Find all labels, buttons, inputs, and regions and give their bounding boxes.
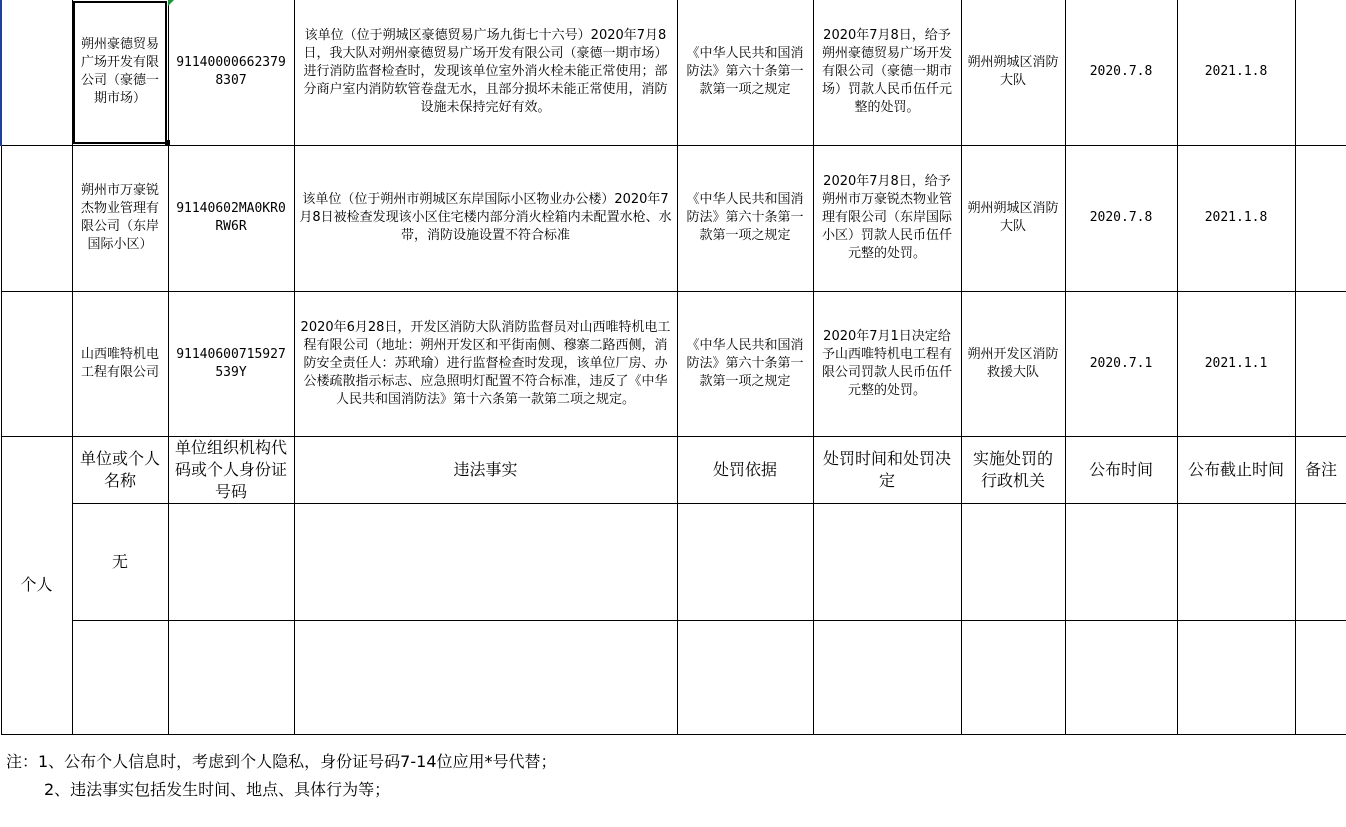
empty-cell[interactable]: [1177, 503, 1295, 620]
empty-cell[interactable]: [1295, 620, 1346, 734]
authority-cell[interactable]: 朔州朔城区消防大队: [961, 145, 1065, 291]
table-row: [1, 0, 1346, 145]
spacer-cell: [168, 734, 294, 735]
header-facts[interactable]: 违法事实: [294, 436, 677, 503]
empty-cell[interactable]: [294, 503, 677, 620]
empty-cell[interactable]: [813, 620, 961, 734]
unit-name-cell[interactable]: 朔州市万豪锐杰物业管理有限公司（东岸国际小区）: [72, 145, 168, 291]
deadline-date-cell[interactable]: 2021.1.8: [1177, 145, 1295, 291]
spacer-cell: [72, 734, 168, 735]
empty-cell[interactable]: [168, 503, 294, 620]
deadline-date-cell[interactable]: 2021.1.1: [1177, 291, 1295, 436]
penalty-decision-cell[interactable]: 2020年7月1日决定给予山西唯特机电工程有限公司罚款人民币伍仟元整的处罚。: [813, 291, 961, 436]
spacer-cell: [1065, 734, 1177, 735]
fill-handle[interactable]: [165, 140, 170, 145]
org-code-cell[interactable]: 911400006623798307: [168, 0, 294, 145]
publish-date-cell[interactable]: 2020.7.8: [1065, 145, 1177, 291]
deadline-date-cell[interactable]: 2021.1.8: [1177, 0, 1295, 145]
header-deadline[interactable]: 公布截止时间: [1177, 436, 1295, 503]
comment-indicator-icon: [168, 0, 174, 6]
violation-facts-cell[interactable]: 该单位（位于朔州市朔城区东岸国际小区物业办公楼）2020年7月8日被检查发现该小区住宅楼内部分消火栓箱内未配置水枪、水带，消防设施设置不符合标准: [294, 145, 677, 291]
empty-cell[interactable]: [294, 620, 677, 734]
spacer-cell: [1295, 734, 1346, 735]
empty-cell[interactable]: [1177, 620, 1295, 734]
individual-row: [1, 503, 1346, 620]
penalty-basis-cell[interactable]: 《中华人民共和国消防法》第六十条第一款第一项之规定: [677, 145, 813, 291]
header-authority[interactable]: 实施处罚的行政机关: [961, 436, 1065, 503]
category-cell[interactable]: [1, 145, 72, 291]
empty-cell[interactable]: [677, 503, 813, 620]
header-name[interactable]: 单位或个人名称: [72, 436, 168, 503]
spacer-cell: [1177, 734, 1295, 735]
note-line-1: 注：1、公布个人信息时，考虑到个人隐私，身份证号码7-14位应用*号代替；: [6, 752, 557, 771]
table-row: [1, 291, 1346, 436]
empty-cell[interactable]: [813, 503, 961, 620]
note-line-2: 2、违法事实包括发生时间、地点、具体行为等；: [44, 780, 391, 799]
penalty-basis-cell[interactable]: 《中华人民共和国消防法》第六十条第一款第一项之规定: [677, 291, 813, 436]
individual-category-cell[interactable]: 个人: [1, 436, 72, 735]
penalty-basis-cell[interactable]: 《中华人民共和国消防法》第六十条第一款第一项之规定: [677, 0, 813, 145]
empty-cell[interactable]: [1065, 503, 1177, 620]
penalty-decision-cell[interactable]: 2020年7月8日，给予朔州市万豪锐杰物业管理有限公司（东岸国际小区）罚款人民币伍仟元整的处罚。: [813, 145, 961, 291]
table-row: [1, 145, 1346, 291]
notes-section: [6, 748, 557, 804]
individual-name-cell[interactable]: 无: [72, 503, 168, 620]
header-decision[interactable]: 处罚时间和处罚决定: [813, 436, 961, 503]
empty-cell[interactable]: [72, 620, 168, 734]
individual-header-row: [1, 436, 1346, 503]
spacer-cell: [813, 734, 961, 735]
spacer-cell: [294, 734, 677, 735]
individual-row: [1, 620, 1346, 734]
header-code[interactable]: 单位组织机构代码或个人身份证号码: [168, 436, 294, 503]
spacer-cell: [677, 734, 813, 735]
header-remark[interactable]: 备注: [1295, 436, 1346, 503]
header-basis[interactable]: 处罚依据: [677, 436, 813, 503]
empty-cell[interactable]: [961, 620, 1065, 734]
authority-cell[interactable]: 朔州朔城区消防大队: [961, 0, 1065, 145]
empty-cell[interactable]: [1065, 620, 1177, 734]
publish-date-cell[interactable]: 2020.7.1: [1065, 291, 1177, 436]
authority-cell[interactable]: 朔州开发区消防救援大队: [961, 291, 1065, 436]
empty-cell[interactable]: [1295, 503, 1346, 620]
penalty-decision-cell[interactable]: 2020年7月8日，给予朔州豪德贸易广场开发有限公司（豪德一期市场）罚款人民币伍仟元整的处罚。: [813, 0, 961, 145]
empty-cell[interactable]: [961, 503, 1065, 620]
org-code-cell[interactable]: 91140600715927539Y: [168, 291, 294, 436]
header-publish[interactable]: 公布时间: [1065, 436, 1177, 503]
unit-name-cell[interactable]: 山西唯特机电工程有限公司: [72, 291, 168, 436]
empty-cell[interactable]: [168, 620, 294, 734]
remark-cell[interactable]: [1295, 291, 1346, 436]
category-cell[interactable]: [1, 291, 72, 436]
category-cell[interactable]: [1, 0, 72, 145]
unit-name-cell[interactable]: 朔州豪德贸易广场开发有限公司（豪德一期市场）: [72, 0, 168, 145]
spacer-row: [1, 734, 1346, 735]
violation-facts-cell[interactable]: 该单位（位于朔城区豪德贸易广场九街七十六号）2020年7月8日，我大队对朔州豪德贸易广场开发有限公司（豪德一期市场）进行消防监督检查时，发现该单位室外消火栓未能正常使用；部分商户室内消防软管卷盘无水，且部分损坏未能正常使用，消防设施未保持完好有效。: [294, 0, 677, 145]
remark-cell[interactable]: [1295, 145, 1346, 291]
spacer-cell: [961, 734, 1065, 735]
remark-cell[interactable]: [1295, 0, 1346, 145]
violation-facts-cell[interactable]: 2020年6月28日，开发区消防大队消防监督员对山西唯特机电工程有限公司（地址：朔州开发区和平街南侧、穆寨二路西侧，消防安全责任人：苏玳瑜）进行监督检查时发现，该单位厂房、办公楼疏散指示标志、应急照明灯配置不符合标准，违反了《中华人民共和国消防法》第十六条第一款第二项之规定。: [294, 291, 677, 436]
empty-cell[interactable]: [677, 620, 813, 734]
org-code-cell[interactable]: 91140602MA0KR0RW6R: [168, 145, 294, 291]
publish-date-cell[interactable]: 2020.7.8: [1065, 0, 1177, 145]
